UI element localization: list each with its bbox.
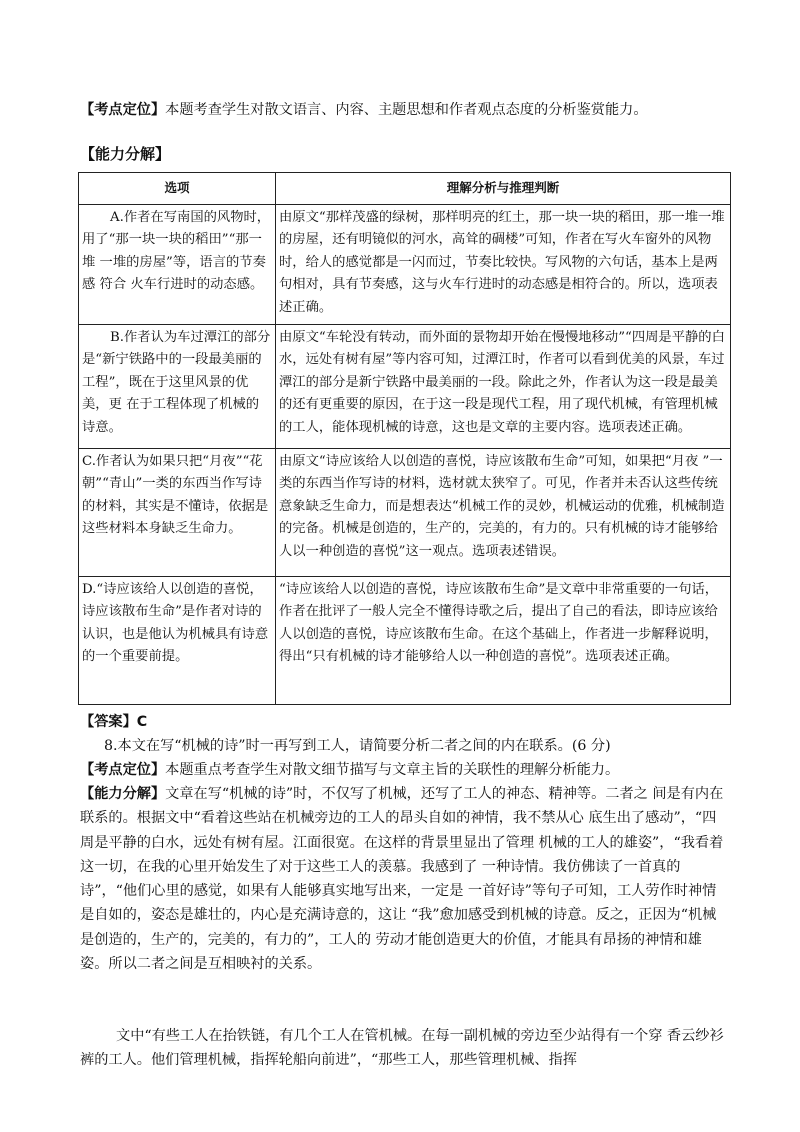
analysis-cell: “诗应该给人以创造的喜悦，诗应该散布生命”是文章中非常重要的一句话，作者在批评了一般人完全不懂得诗歌之后，提出了自己的看法，即诗应该给人以创造的喜悦，诗应该散布生命。在这个基础上，作者进一步解释说明，得出“只有机械的诗才能够给人以一种创造的喜悦”。选项表述正确。 — [276, 576, 731, 704]
question-8: 8.本文在写“机械的诗”时一再写到工人，请简要分析二者之间的内在联系。(6 分) — [104, 738, 611, 754]
analysis-cell: 由原文“车轮没有转动，而外面的景物却开始在慢慢地移动”“四周是平静的白水，远处有树有屋”等内容可知，过潭江时，作者可以看到优美的风景，车过潭江的部分是新宁铁路中最美丽的一段。除此之外，作者认为这一段是最美的还有更重要的原因，在于这一段是现代工程，用了现代机械，有管理机械的工人，能体现机械的诗意，这也是文章的主要内容。选项表述正确。 — [276, 324, 731, 448]
table-header-row — [79, 173, 731, 205]
table-header-option: 选项 — [79, 173, 276, 205]
table-row — [79, 204, 731, 324]
table-row — [79, 576, 731, 704]
option-cell: B.作者认为车过潭江的部分是“新宁铁路中的一段最美丽的工程”，既在于这里风景的优美，更 在于工程体现了机械的诗意。 — [79, 324, 276, 448]
kaodian-line — [80, 98, 725, 122]
q8-kaodian-label: 【考点定位】 — [80, 762, 166, 778]
option-cell: D.“诗应该给人以创造的喜悦，诗应该散布生命”是作者对诗的 认识，也是他认为机械具有诗意 的一个重要前提。 — [79, 576, 276, 704]
analysis-cell: 由原文“那样茂盛的绿树，那样明亮的红土，那一块一块的稻田，那一堆一堆的房屋，还有明镜似的河水，高耸的碉楼”可知，作者在写火车窗外的风物时，给人的感觉都是一闪而过，节奏比较快。写风物的六句话，基本上是两句相对，具有节奏感，这与火车行进时的动态感是相符合的。所以，选项表述正确。 — [276, 204, 731, 324]
q8-analysis-text: 文章在写“机械的诗”时，不仅写了机械，还写了工人的神态、精神等。二者之 间是有内在联系的。根据文中“看着这些站在机械旁边的工人的昂头自如的神情，我不禁从心 底生出了感动”，“四周是平静的白水，远处有树有屋。江面很宽。在这样的背景里显出了管理 机械的工人的雄姿”，“我看着这一切，在我的心里开始发生了对于这些工人的羡慕。我感到了 一种诗情。我仿佛读了一首真的诗”，“他们心里的感觉，如果有人能够真实地写出来，一定是 一首好诗”等句子可知，工人劳作时神情是自如的，姿态是雄壮的，内心是充满诗意的，这让 “我”愈加感受到机械的诗意。反之，正因为“机械是创造的，生产的，完美的，有力的”，工人的 劳动才能创造更大的价值，才能具有昂扬的神情和雄姿。所以二者之间是互相映衬的关系。 — [80, 786, 724, 973]
kaodian-text: 本题考查学生对散文语言、内容、主题思想和作者观点态度的分析鉴赏能力。 — [165, 102, 648, 118]
ability-heading: 【能力分解】 — [80, 145, 171, 163]
option-cell: A.作者在写南国的风物时，用了“那一块一块的稻田”“那一堆 一堆的房屋”等，语言的节奏感 符合 火车行进时的动态感。 — [79, 204, 276, 324]
analysis-table — [78, 172, 731, 705]
option-cell: C.作者认为如果只把“月夜”“花朝”“青山”一类的东西当作写诗 的材料，其实是不懂诗，依据是 这些材料本身缺乏生命力。 — [79, 448, 276, 576]
answer-value: C — [136, 714, 148, 730]
answer-label: 【答案】 — [80, 714, 137, 730]
analysis-cell: 由原文“诗应该给人以创造的喜悦，诗应该散布生命”可知，如果把“月夜 ”一类的东西当作写诗的材料，选材就太狭窄了。可见，作者并未否认这些传统意象缺乏生命力，而是想表达“机械工作的灵妙，机械运动的优雅，机械制造的完备。机械是创造的，生产的，完美的，有力的。只有机械的诗才能够给人以一种创造的喜悦”这一观点。选项表述错误。 — [276, 448, 731, 576]
table-row — [79, 324, 731, 448]
q8-kaodian-text: 本题重点考查学生对散文细节描写与文章主旨的关联性的理解分析能力。 — [165, 762, 620, 778]
last-paragraph: 文中“有些工人在抬铁链，有几个工人在管机械。在每一副机械的旁边至少站得有一个穿 香云纱衫裤的工人。他们管理机械，指挥轮船向前进”，“那些工人，那些管理机械、指挥 — [80, 1028, 724, 1068]
table-row — [79, 448, 731, 576]
table-header-analysis: 理解分析与推理判断 — [276, 173, 731, 205]
q8-analysis-paragraph — [80, 782, 725, 976]
q8-kaodian-line — [80, 758, 725, 782]
answer-line — [80, 710, 725, 734]
q8-analysis-label: 【能力分解】 — [80, 786, 166, 802]
kaodian-label: 【考点定位】 — [80, 102, 166, 118]
